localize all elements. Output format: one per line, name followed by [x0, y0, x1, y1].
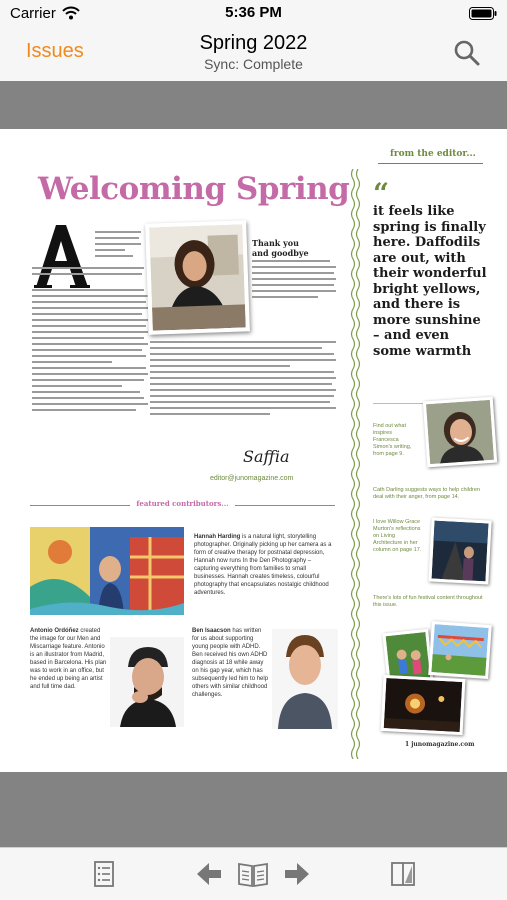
thanks-heading: Thank you and goodbye — [252, 238, 309, 258]
sync-status: Sync: Complete — [204, 56, 303, 72]
featured-contributors-label: featured contributors... — [136, 499, 229, 508]
search-icon[interactable] — [453, 39, 481, 67]
clock: 5:36 PM — [225, 4, 282, 21]
hannah-harding-bio — [194, 533, 334, 597]
navigation-bar — [0, 28, 507, 81]
contents-list-icon[interactable] — [88, 858, 120, 890]
carrier-label: Carrier — [10, 5, 56, 22]
quote-mark-icon: “ — [373, 177, 390, 210]
open-book-icon[interactable] — [237, 858, 269, 890]
sidebar-note-cath-darling: Cath Darling suggests ways to help children deal with their anger, from page 14. — [373, 487, 481, 500]
festival-photo-tent — [428, 621, 492, 679]
festival-photo-night — [381, 675, 466, 735]
wavy-column-divider — [350, 169, 362, 759]
battery-icon — [469, 7, 497, 20]
arrow-right-icon[interactable] — [281, 858, 313, 890]
editor-pull-quote: it feels like spring is finally here. Daffodils are out, with their wonderful bright yellows, and there is more sunshine – and even some warmth — [373, 204, 487, 359]
sidebar-note-francesca-simon: Find out what inspires Francesca Simon's writing, from page 9. — [373, 423, 412, 457]
hannah-harding-photo — [30, 527, 184, 615]
issue-title: Spring 2022 — [199, 32, 308, 54]
status-bar — [0, 0, 507, 28]
ben-isaacson-bio — [192, 627, 270, 699]
editor-signature: Saffia — [243, 447, 290, 466]
page-footer: 1 junomagazine.com — [405, 741, 475, 748]
willow-grace-murton-photo — [428, 517, 491, 584]
editor-email-link[interactable]: editor@junomagazine.com — [210, 475, 294, 482]
article-title: Welcoming Spring — [38, 171, 350, 207]
editor-photo — [145, 220, 250, 334]
sidebar-note-festival-content: There's lots of fun festival content throughout this issue. — [373, 595, 483, 608]
hannah-harding-bio-text: is a natural light, storytelling photographer. Originally picking up her camera as a form of creative therapy for postnatal depression, Hannah now runs In the Den Photography – capturing everything from families to small businesses. Hannah creates timeless, colourful photography that encapsulates nostalgic childhood adventures. — [194, 534, 332, 596]
ben-isaacson-name: Ben Isaacson — [192, 628, 231, 634]
antonio-ordonez-name: Antonio Ordóñez — [30, 628, 79, 634]
from-the-editor-tag: from the editor... — [390, 149, 476, 159]
svg-text:A: A — [34, 223, 35, 224]
reader-margin-bottom — [0, 772, 507, 847]
francesca-simon-photo — [423, 397, 497, 468]
hannah-harding-name: Hannah Harding — [194, 534, 241, 540]
intro-text-lines — [95, 231, 143, 261]
reader-toolbar — [0, 847, 507, 900]
editor-tag-rule — [378, 163, 483, 164]
drop-cap — [34, 223, 90, 289]
single-page-icon[interactable] — [387, 858, 419, 890]
featured-contributors-divider — [30, 497, 335, 511]
arrow-left-icon[interactable] — [193, 858, 225, 890]
article-body-right-column — [150, 341, 340, 419]
reader-margin-top — [0, 81, 507, 129]
issues-back-button[interactable]: Issues — [26, 40, 84, 62]
antonio-ordonez-photo — [110, 637, 184, 727]
article-body-left — [32, 267, 146, 279]
ben-isaacson-photo — [272, 629, 338, 729]
magazine-page-spread[interactable] — [0, 129, 507, 772]
article-body-right-top — [252, 260, 338, 302]
ben-isaacson-bio-text: has written for us about supporting young people with ADHD. Ben received his own ADHD diagnosis at 18 while away on his gap year, which has subsequently led him to help others with similar childhood challenges. — [192, 628, 269, 698]
sidebar-note-willow-grace-murton: I love Willow Grace Murton's reflections on Living Architecture in her column on page 17. — [373, 519, 422, 553]
antonio-ordonez-bio — [30, 627, 110, 691]
antonio-ordonez-bio-text: created the image for our Men and Miscarriage feature. Antonio is an illustrator from Madrid, based in Barcelona. His plan was to work in an office, but he ended up being an artist and full time dad. — [30, 628, 107, 690]
